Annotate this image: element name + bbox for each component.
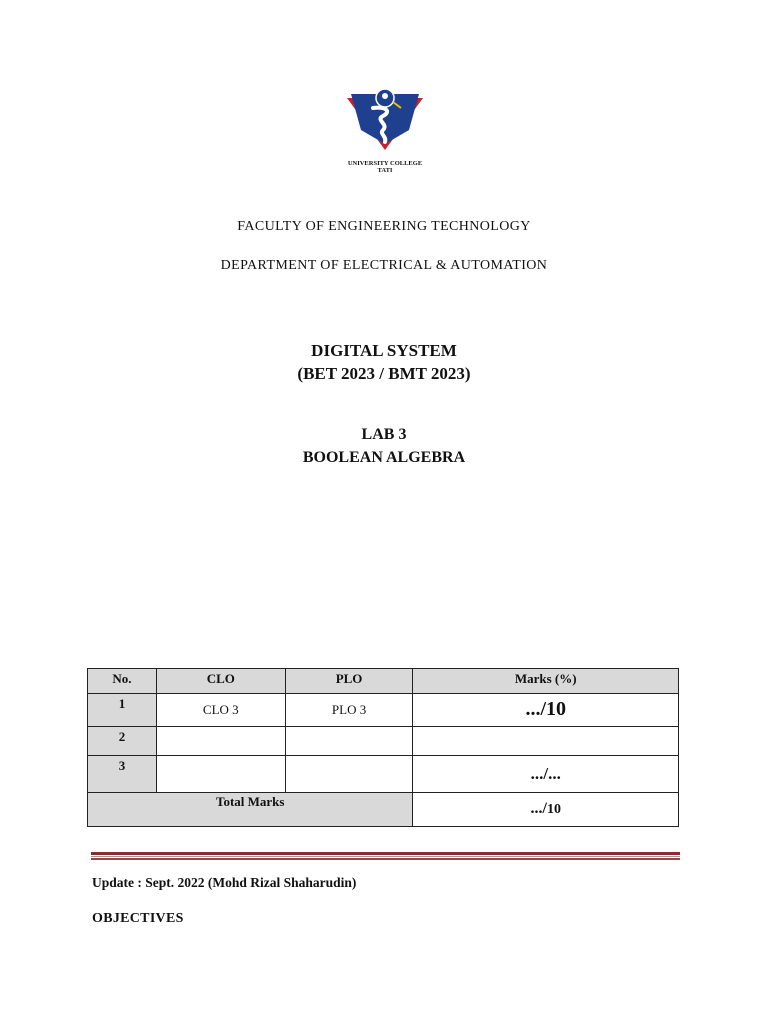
row-clo: CLO 3 [156, 694, 285, 727]
total-marks-label: Total Marks [88, 793, 413, 827]
logo-caption [343, 160, 427, 174]
table-row [88, 694, 679, 727]
lab-block [0, 423, 768, 469]
update-note: Update : Sept. 2022 (Mohd Rizal Shaharudin) [92, 875, 357, 890]
lab-number: LAB 3 [361, 426, 407, 443]
department-title: DEPARTMENT OF ELECTRICAL & AUTOMATION [220, 258, 548, 273]
table-row [88, 756, 679, 793]
total-marks-prefix: .../ [530, 800, 547, 817]
divider-line [91, 858, 680, 860]
row-plo [285, 756, 413, 793]
row-clo [156, 756, 285, 793]
table-header-row [88, 669, 679, 694]
row-marks: .../... [413, 756, 679, 793]
course-codes: (BET 2023 / BMT 2023) [297, 364, 471, 383]
row-clo [156, 727, 285, 756]
divider-line [91, 856, 680, 857]
header-no: No. [88, 669, 157, 694]
total-marks-number: 10 [546, 802, 561, 817]
course-title: DIGITAL SYSTEM [311, 341, 457, 360]
row-plo: PLO 3 [285, 694, 413, 727]
row-marks: .../10 [413, 694, 679, 727]
lab-title: BOOLEAN ALGEBRA [302, 449, 466, 466]
logo-caption-line2: TATI [377, 167, 393, 174]
row-marks [413, 727, 679, 756]
marks-table [87, 668, 679, 827]
header-clo: CLO [156, 669, 285, 694]
row-number: 2 [88, 727, 157, 756]
divider-line [91, 852, 680, 855]
objectives-heading: OBJECTIVES [92, 911, 184, 926]
course-block [0, 339, 768, 385]
total-marks-value [413, 793, 679, 827]
logo-caption-line1: UNIVERSITY COLLEGE [347, 160, 423, 167]
row-plo [285, 727, 413, 756]
row-number: 1 [88, 694, 157, 727]
header-marks: Marks (%) [413, 669, 679, 694]
table-row [88, 727, 679, 756]
header-plo: PLO [285, 669, 413, 694]
row-number: 3 [88, 756, 157, 793]
faculty-title: FACULTY OF ENGINEERING TECHNOLOGY [237, 219, 531, 234]
total-row [88, 793, 679, 827]
